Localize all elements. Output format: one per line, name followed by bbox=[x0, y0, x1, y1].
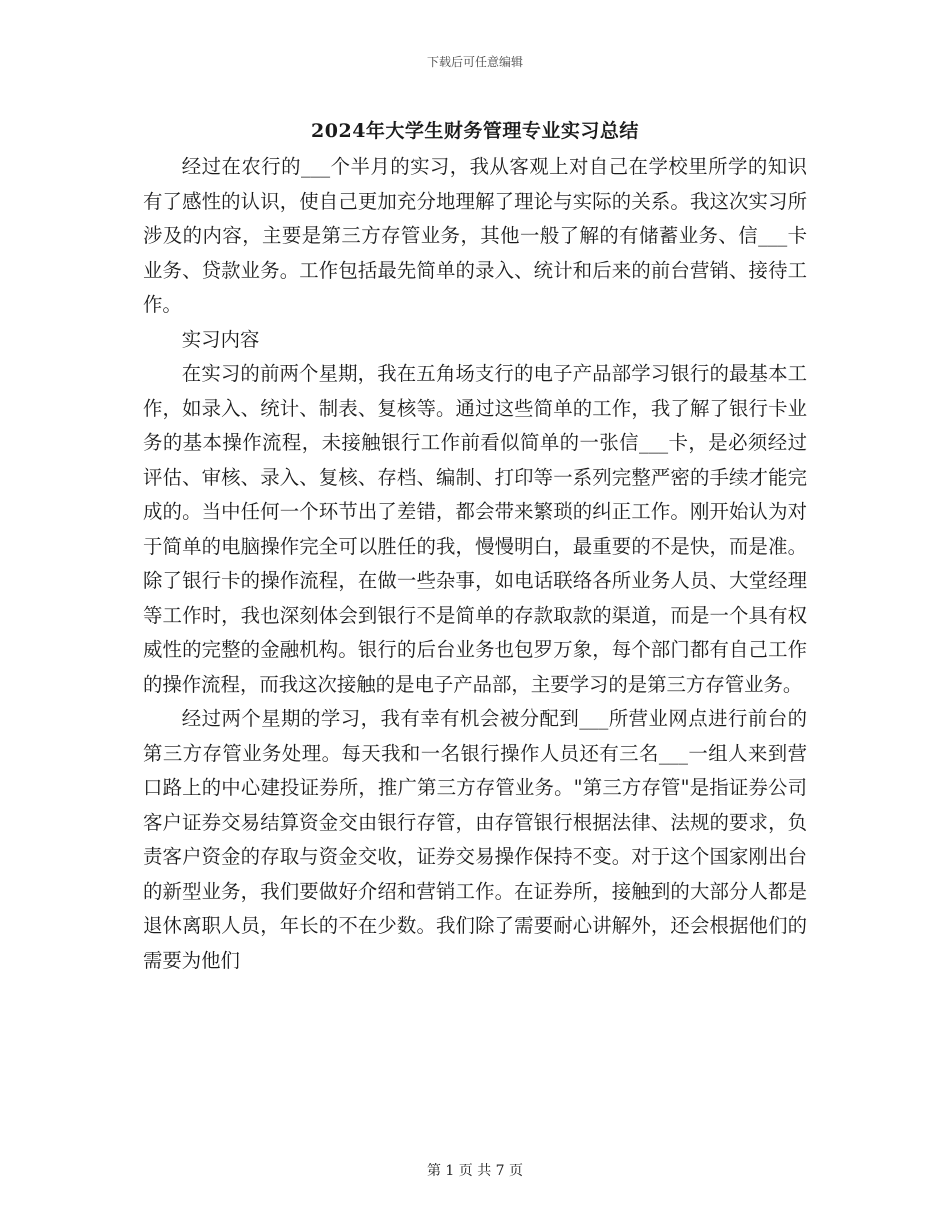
paragraph-intro: 经过在农行的___个半月的实习，我从客观上对自己在学校里所学的知识有了感性的认识，使自己更加充分地理解了理论与实际的关系。我这次实习所涉及的内容，主要是第三方存管业务，其他一般了解的有储蓄业务、信___卡业务、贷款业务。工作包括最先简单的录入、统计和后来的前台营销、接待工作。 bbox=[143, 155, 807, 316]
page-number-footer: 第 1 页 共 7 页 bbox=[426, 1163, 524, 1179]
document-body bbox=[143, 150, 807, 978]
document-title: 2024年大学生财务管理专业实习总结 bbox=[311, 120, 639, 142]
section-heading-internship-content: 实习内容 bbox=[181, 327, 260, 351]
paragraph-first-two-weeks: 在实习的前两个星期，我在五角场支行的电子产品部学习银行的最基本工作，如录入、统计、制表、复核等。通过这些简单的工作，我了解了银行卡业务的基本操作流程，未接触银行工作前看似简单的一张信___卡，是必须经过评估、审核、录入、复核、存档、编制、打印等一系列完整严密的手续才能完成的。当中任何一个环节出了差错，都会带来繁琐的纠正工作。刚开始认为对于简单的电脑操作完全可以胜任的我，慢慢明白，最重要的不是快，而是准。除了银行卡的操作流程，在做一些杂事，如电话联络各所业务人员、大堂经理等工作时，我也深刻体会到银行不是简单的存款取款的渠道，而是一个具有权威性的完整的金融机构。银行的后台业务也包罗万象，每个部门都有自己工作的操作流程，而我这次接触的是电子产品部，主要学习的是第三方存管业务。 bbox=[143, 362, 807, 696]
paragraph-third-party-custody: 经过两个星期的学习，我有幸有机会被分配到___所营业网点进行前台的第三方存管业务处理。每天我和一名银行操作人员还有三名___一组人来到营口路上的中心建投证券所，推广第三方存管业务。"第三方存管"是指证券公司客户证券交易结算资金交由银行存管，由存管银行根据法律、法规的要求，负责客户资金的存取与资金交收，证券交易操作保持不变。对于这个国家刚出台的新型业务，我们要做好介绍和营销工作。在证券所，接触到的大部分人都是退休离职人员，年长的不在少数。我们除了需要耐心讲解外，还会根据他们的需要为他们 bbox=[143, 707, 807, 972]
page-header-note: 下载后可任意编辑 bbox=[426, 55, 523, 69]
